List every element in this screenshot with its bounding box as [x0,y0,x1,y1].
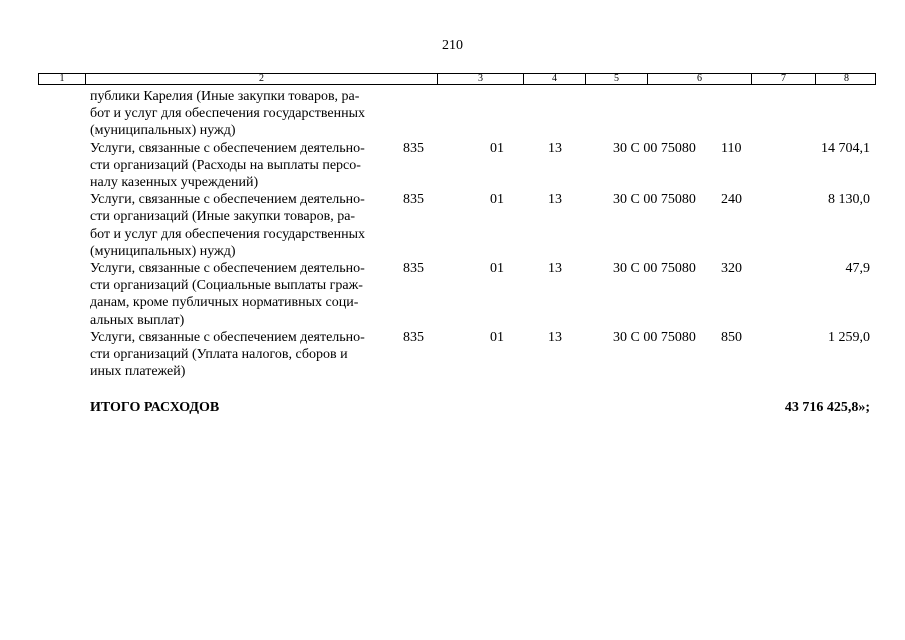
table-row [0,260,905,329]
header-cell-1: 1 [59,73,65,84]
table-row [0,191,905,260]
cell-amount: 1 259,0 [828,329,870,345]
cell-admin-code: 835 [403,261,424,277]
total-label: ИТОГО РАСХОДОВ [90,400,220,415]
row-description: Услуги, связанные с обеспечением деятельно- сти организаций (Иные закупки товаров, ра- бот и услуг для обеспечения государственных (муниципальных) нужд) [90,192,365,259]
row-description: Услуги, связанные с обеспечением деятельно- сти организаций (Социальные выплаты граж- данам, кроме публичных нормативных соци- альных выплат) [90,261,365,328]
cell-subsection: 13 [548,329,562,345]
header-cell-2: 2 [85,74,437,84]
cell-target-article: 30 С 00 75080 [613,261,696,277]
header-cell-5: 5 [585,74,647,84]
cell-expense-type: 240 [721,192,742,208]
header-cell-6: 6 [647,74,751,84]
cell-admin-code: 835 [403,329,424,345]
cell-amount: 47,9 [845,261,870,277]
cell-admin-code: 835 [403,192,424,208]
table-body [0,88,905,380]
row-description: Услуги, связанные с обеспечением деятельно- сти организаций (Расходы на выплаты персо- налу казенных учреждений) [90,140,365,191]
cell-section: 01 [490,329,504,345]
cell-subsection: 13 [548,140,562,156]
table-row [0,140,905,192]
cell-subsection: 13 [548,192,562,208]
header-cell-7: 7 [751,74,815,84]
cell-expense-type: 320 [721,261,742,277]
cell-section: 01 [490,261,504,277]
page-number: 210 [442,38,463,53]
cell-section: 01 [490,140,504,156]
header-cell-4: 4 [523,74,585,84]
cell-admin-code: 835 [403,140,424,156]
row-description: Услуги, связанные с обеспечением деятельно- сти организаций (Уплата налогов, сборов и иных платежей) [90,329,365,380]
table-row [0,329,905,381]
table-header-row [38,73,876,85]
header-cell-3: 3 [437,74,523,84]
cell-target-article: 30 С 00 75080 [613,329,696,345]
row-description: публики Карелия (Иные закупки товаров, ра- бот и услуг для обеспечения государственных (муниципальных) нужд) [90,89,365,139]
total-value: 43 716 425,8»; [784,400,870,415]
cell-subsection: 13 [548,261,562,277]
cell-target-article: 30 С 00 75080 [613,140,696,156]
cell-expense-type: 110 [721,140,742,156]
header-cell-8: 8 [815,74,877,84]
cell-amount: 14 704,1 [821,140,870,156]
cell-section: 01 [490,192,504,208]
cell-target-article: 30 С 00 75080 [613,192,696,208]
table-row [0,88,905,140]
cell-amount: 8 130,0 [828,192,870,208]
cell-expense-type: 850 [721,329,742,345]
